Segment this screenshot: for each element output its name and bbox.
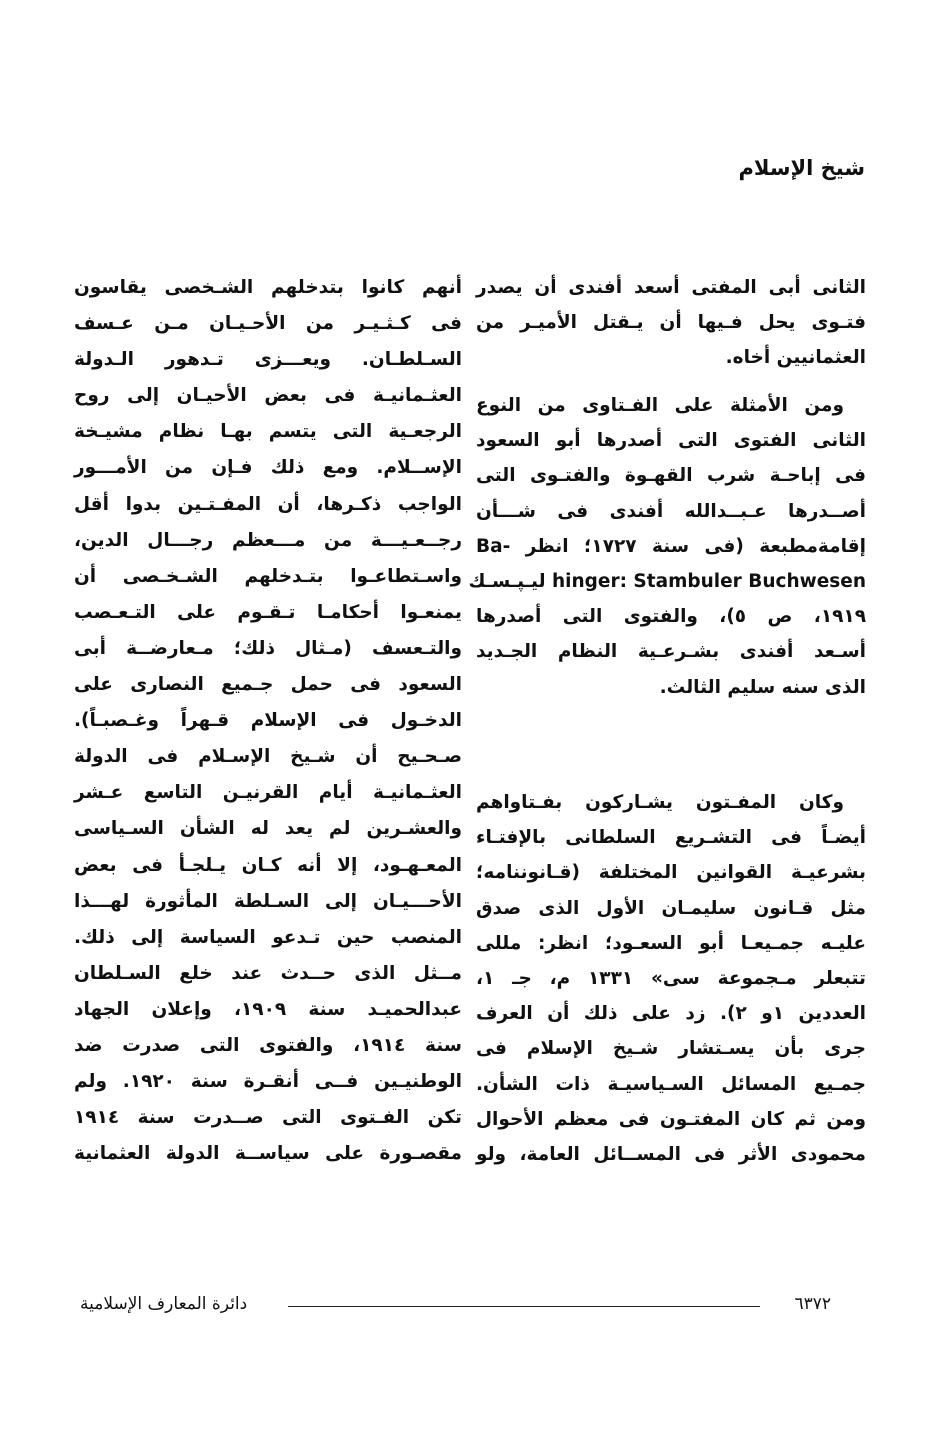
paragraph <box>468 388 866 705</box>
running-header: شيخ الإسلام <box>738 156 865 180</box>
text-line: ١٩١٩، ص ٥)، والفتوى التى أصدرها <box>476 606 866 628</box>
text-line: إقامةمطبعة (فى سنة ١٧٢٧؛ انظر -Ba <box>476 535 866 557</box>
paragraph <box>476 270 866 376</box>
page-number: ٦٣٧٢ <box>794 1294 831 1314</box>
text-line: فى إباحـة شرب القهـوة والفتـوى التى <box>476 465 866 487</box>
text-line: السـلطـان. ويعـــزى تـدهور الـدولة <box>74 349 462 371</box>
text-line: والتـعسف (مـثال ذلك؛ مـعارضــة أبى <box>74 637 462 659</box>
text-line: والعشـرين لم يعد له الشأن السـياسى <box>74 818 462 840</box>
text-line: رجــعـيـــة من مـــعظم رجـــال الدين، <box>74 529 462 551</box>
text-line: أنهم كانوا بتدخلهم الشـخصى يقاسون <box>74 277 462 298</box>
text-line: مــثل الذى حــدث عند خلع السـلطان <box>74 962 462 984</box>
text-line: محمودى الأثر فى المســائل العامة، ولو <box>476 1143 866 1165</box>
text-line: الثانى أبى المفتى أسعد أفندى أن يصدر <box>476 277 866 298</box>
text-line: بشرعيـة القوانين المختلفة (قـانوننامه؛ <box>476 862 866 884</box>
journal-name: دائرة المعارف الإسلامية <box>80 1294 248 1314</box>
text-line: فتـوى يحل فـيها أن يـقتل الأميـر من <box>476 312 866 334</box>
text-line: العثـمانيـة أيام القرنيـن التاسع عـشر <box>74 782 462 804</box>
text-line: تتبعلر مـجموعة سى» ١٣٣١ م، جـ ١، <box>476 967 866 989</box>
text-line: سنة ١٩١٤، والفتوى التى صدرت ضد <box>74 1034 463 1056</box>
text-line: مقصـورة على سياســة الدولة العثمانية <box>74 1143 462 1165</box>
text-line: مثل قـانون سليمـان الأول الذى صدق <box>476 897 866 919</box>
text-line: الواجب ذكـرها، أن المفـتـين بدوا أقل <box>74 493 462 515</box>
text-line: أيضـاً فى التشـريع السلطانى بالإفتـاء <box>476 827 866 849</box>
text-line: الأحـــيـان إلى السـلطة المأثورة لهـــذا <box>74 890 462 912</box>
text-line: جمـيع المسائل السـياسيـة ذات الشأن. <box>476 1073 866 1095</box>
text-line: ومن ثم كان المفتـون فى معظم الأحوال <box>476 1108 866 1130</box>
text-line: الوطنيـين فــى أنقـرة سنة ١٩٢٠. ولم <box>74 1071 463 1093</box>
paragraph <box>476 785 866 1172</box>
text-line: يمنعـوا أحكامـا تـقـوم على التـعـصب <box>74 601 462 623</box>
text-line: تكن الفـتوى التى صــدرت سنة ١٩١٤ <box>74 1107 462 1129</box>
text-line: الدخـول فى الإسلام قـهراً وغـصبـاً). <box>74 710 462 732</box>
text-line: الذى سنه سليم الثالث. <box>659 676 866 698</box>
text-line: واسـتطاعـوا بتـدخلهم الشـخـصى أن <box>74 565 462 587</box>
text-line: hinger: Stambuler Buchwesen ليـپـسـك <box>468 570 866 592</box>
text-line: عليـه جمـيعـا أبو السعـود؛ انظر: مللى <box>476 932 866 954</box>
text-line: الثانى الفتوى التى أصدرها أبو السعود <box>476 430 866 452</box>
text-line: الإســلام. ومع ذلك فـإن من الأمـــور <box>74 457 462 479</box>
text-line: صـحـيح أن شـيخ الإسـلام فى الدولة <box>74 746 462 768</box>
text-line: فى كـثـيـر من الأحـيـان مـن عـسف <box>74 313 462 335</box>
text-line: أصــدرها عـبــدالله أفندى فى شـــأن <box>476 500 866 522</box>
text-line: أسـعد أفندى بشـرعـية النظام الجـديد <box>476 641 866 663</box>
text-line: العثـمانيـة فى بعض الأحيـان إلى روح <box>74 385 462 407</box>
text-line: وكان المفـتون يشـاركون بفـتاواهم <box>476 792 844 813</box>
text-line: العددين ١و ٢). زد على ذلك أن العرف <box>476 1003 866 1025</box>
text-line: الرجعـية التى يتسم بهـا نظام مشيـخة <box>74 421 462 443</box>
text-line: المعـهـود، إلا أنه كـان يـلجـأ فى بعض <box>74 854 462 876</box>
text-line: العثمانيين أخاه. <box>725 347 866 369</box>
left-column <box>74 270 462 1172</box>
text-line: المنصب حين تـدعو السياسة إلى ذلك. <box>74 926 462 948</box>
text-line: السعود فى حمل جـميع النصارى على <box>74 674 462 696</box>
text-line: عبدالحميـد سنة ١٩٠٩، وإعلان الجهاد <box>74 998 463 1020</box>
text-line: ومن الأمثلة على الفـتاوى من النوع <box>476 395 844 416</box>
footer-rule <box>288 1306 760 1307</box>
text-line: جرى بأن يسـتشار شـيخ الإسلام فى <box>476 1038 866 1060</box>
